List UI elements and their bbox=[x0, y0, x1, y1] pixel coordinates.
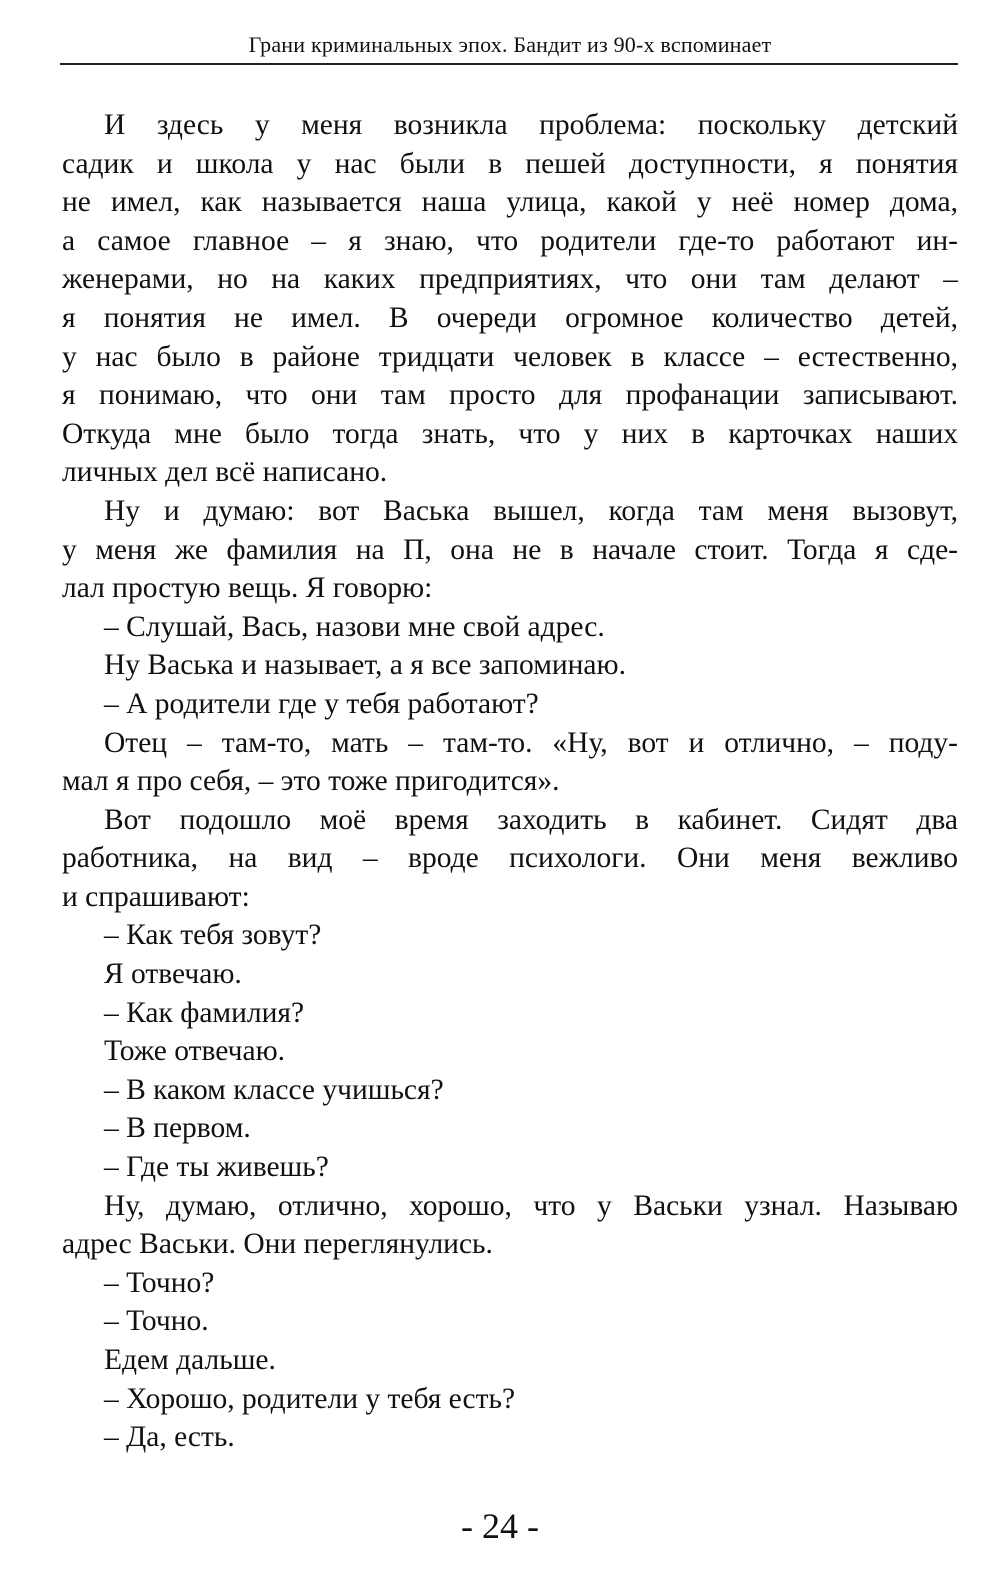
header-rule bbox=[60, 63, 958, 65]
text-line: Откуда мне было тогда знать, что у них в карточках наших bbox=[62, 417, 958, 450]
dialogue-line: – А родители где у тебя работают? bbox=[104, 687, 539, 720]
body-text bbox=[62, 106, 958, 1457]
text-line: мал я про себя, – это тоже пригодится». bbox=[62, 765, 560, 798]
text-line: я понимаю, что они там просто для профанации записывают. bbox=[62, 379, 958, 412]
text-line: И здесь у меня возникла проблема: поскольку детский bbox=[104, 109, 958, 141]
dialogue-line: – Как фамилия? bbox=[104, 996, 305, 1029]
text-line: я понятия не имел. В очереди огромное количество детей, bbox=[62, 301, 958, 334]
text-line: лал простую вещь. Я говорю: bbox=[62, 572, 433, 605]
text-line: личных дел всё написано. bbox=[62, 456, 388, 489]
dialogue-line: – Где ты живешь? bbox=[104, 1151, 329, 1184]
text-line: у меня же фамилия на П, она не в начале стоит. Тогда я сде- bbox=[62, 533, 958, 566]
text-line: работника, на вид – вроде психологи. Они меня вежливо bbox=[62, 842, 958, 875]
text-line: Вот подошло моё время заходить в кабинет. Сидят два bbox=[104, 803, 958, 836]
text-line: Ну, думаю, отлично, хорошо, что у Васьки узнал. Называю bbox=[104, 1189, 958, 1222]
text-line: Ну Васька и называет, а я все запоминаю. bbox=[104, 649, 626, 682]
dialogue-line: – Слушай, Вась, назови мне свой адрес. bbox=[104, 610, 605, 643]
text-line: у нас было в районе тридцати человек в классе – естественно, bbox=[62, 340, 958, 373]
dialogue-line: – В первом. bbox=[104, 1112, 251, 1145]
running-header: Грани криминальных эпох. Бандит из 90-х вспоминает bbox=[248, 32, 772, 57]
text-line: садик и школа у нас были в пешей доступности, я понятия bbox=[62, 147, 958, 180]
text-line: женерами, но на каких предприятиях, что они там делают – bbox=[62, 263, 958, 296]
page-number: - 24 - bbox=[461, 1506, 539, 1546]
text-line: Едем дальше. bbox=[104, 1344, 276, 1376]
text-line: Отец – там-то, мать – там-то. «Ну, вот и отлично, – поду- bbox=[104, 726, 958, 759]
dialogue-line: – Хорошо, родители у тебя есть? bbox=[104, 1382, 516, 1415]
text-line: Я отвечаю. bbox=[104, 958, 242, 991]
dialogue-line: – Точно. bbox=[104, 1305, 209, 1338]
text-line: Тоже отвечаю. bbox=[104, 1035, 285, 1068]
dialogue-line: – В каком классе учишься? bbox=[104, 1073, 444, 1106]
text-line: а самое главное – я знаю, что родители где-то работают ин- bbox=[62, 224, 958, 257]
text-line: Ну и думаю: вот Васька вышел, когда там меня вызовут, bbox=[104, 494, 958, 527]
text-line: адрес Васьки. Они переглянулись. bbox=[62, 1228, 493, 1261]
text-line: и спрашивают: bbox=[62, 880, 250, 913]
dialogue-line: – Да, есть. bbox=[104, 1421, 235, 1454]
dialogue-line: – Точно? bbox=[104, 1266, 215, 1299]
text-line: не имел, как называется наша улица, какой у неё номер дома, bbox=[62, 186, 958, 219]
dialogue-line: – Как тебя зовут? bbox=[104, 919, 322, 952]
